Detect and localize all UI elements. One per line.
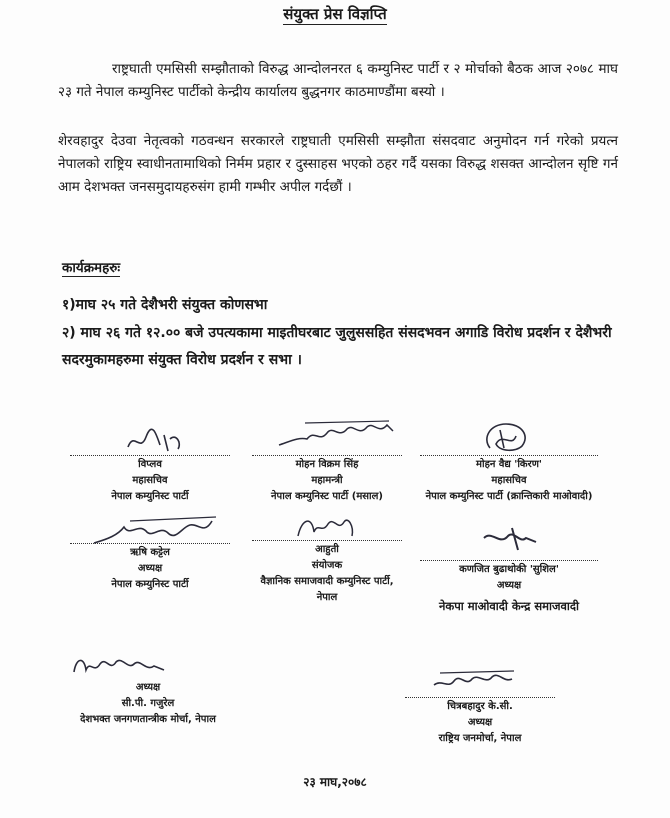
signature-line [405, 697, 555, 698]
signatory-name: विप्लव [138, 459, 162, 470]
signatory-post: महामन्त्री [311, 475, 343, 486]
signatory-org: नेकपा माओवादी केन्द्र समाजवादी [439, 599, 579, 613]
signature-7-scribble [70, 650, 170, 680]
signatory-name: चित्रबहादुर के.सी. [447, 701, 513, 712]
document-date: २३ माघ,२०७८ [303, 775, 367, 789]
signature-line [70, 543, 230, 544]
program-item-2: २) माघ २६ गते १२.०० बजे उपत्यकामा माइतीघरबाट जुलुससहित संसदभवन अगाडि विरोध प्रदर्शन र देशैभरी सदरमुकामहरुमा संयुक्त विरोध प्रदर्शन र सभा । [62, 325, 612, 368]
signatory-name: मोहन विक्रम सिंह [295, 459, 359, 470]
signature-line [252, 455, 402, 456]
signatory-6 [420, 560, 598, 614]
signature-5-scribble [292, 510, 362, 544]
signatory-5 [252, 540, 402, 606]
signatory-org: नेपाल कम्युनिस्ट पार्टी (मसाल) [271, 491, 383, 502]
signatory-name: सी.पी. गजुरेल [121, 698, 175, 709]
document-title: संयुक्त प्रेस विज्ञप्ति [283, 5, 387, 23]
signatory-org: नेपाल कम्युनिस्ट पार्टी [111, 491, 189, 502]
signatory-7 [58, 680, 238, 728]
signature-8-scribble [430, 665, 520, 695]
signature-line [70, 455, 230, 456]
signatory-post: अध्यक्ष [137, 563, 163, 574]
signature-1-scribble [120, 425, 190, 457]
signatory-name: ऋषि कट्टेल [130, 547, 170, 558]
program-item-1: १)माघ २५ गते देशैभरी संयुक्त कोणसभा [62, 297, 268, 313]
signature-2-scribble [275, 415, 405, 453]
programs-heading: कार्यक्रमहरुः [62, 260, 121, 276]
signatory-name: कणजित बुढाथोकी 'सुशिल' [459, 564, 559, 575]
signature-line [252, 540, 402, 541]
signature-line [420, 455, 598, 456]
signatory-org: नेपाल कम्युनिस्ट पार्टी (क्रान्तिकारी माओवादी) [425, 491, 593, 502]
signatory-post: अध्यक्ष [496, 580, 522, 591]
signatory-name: मोहन वैद्य 'किरण' [476, 459, 542, 470]
signature-3-scribble [478, 418, 538, 458]
signatory-post: अध्यक्ष [135, 682, 161, 693]
signatory-post: महासचिव [491, 475, 527, 486]
paragraph-appeal: शेरवहादुर देउवा नेतृत्वको गठवन्धन सरकारले राष्ट्रघाती एमसिसी सम्झौता संसदवाट अनुमोदन गर्न गरेको प्रयत्न नेपालको राष्ट्रिय स्वाधीनतामाथिको निर्मम प्रहार र दुस्साहस भएको ठहर गर्दै यसका विरुद्ध शसक्त आन्दोलन सृष्टि गर्न आम देशभक्त जनसमुदायहरुसंग हामी गम्भीर अपील गर्दछौं । [58, 133, 618, 195]
signatory-post: अध्यक्ष [467, 717, 493, 728]
signatory-org: देशभक्त जनगणतान्त्रीक मोर्चा, नेपाल [80, 714, 216, 725]
signature-line [420, 560, 598, 561]
signatory-org: नेपाल कम्युनिस्ट पार्टी [111, 579, 189, 590]
signatory-8 [405, 697, 555, 747]
signatory-post: संयोजक [311, 560, 343, 571]
signatory-2 [252, 455, 402, 505]
signatory-post: महासचिव [132, 475, 168, 486]
signatory-org: वैज्ञानिक समाजवादी कम्युनिस्ट पार्टी, नेपाल [260, 576, 394, 603]
signatory-name: आहुती [315, 544, 339, 555]
signature-6-scribble [478, 524, 548, 554]
signatory-3 [420, 455, 598, 505]
paragraph-meeting: राष्ट्रघाती एमसिसी सम्झौताको विरुद्ध आन्दोलनरत ६ कम्युनिस्ट पार्टी र २ मोर्चाको बैठक आज २०७८ माघ २३ गते नेपाल कम्युनिस्ट पार्टीको केन्द्रीय कार्यालय बुद्धनगर काठमाण्डौंमा बस्यो । [58, 61, 618, 100]
signatory-1 [70, 455, 230, 505]
signatory-org: राष्ट्रिय जनमोर्चा, नेपाल [438, 733, 522, 744]
signatory-4 [70, 543, 230, 593]
